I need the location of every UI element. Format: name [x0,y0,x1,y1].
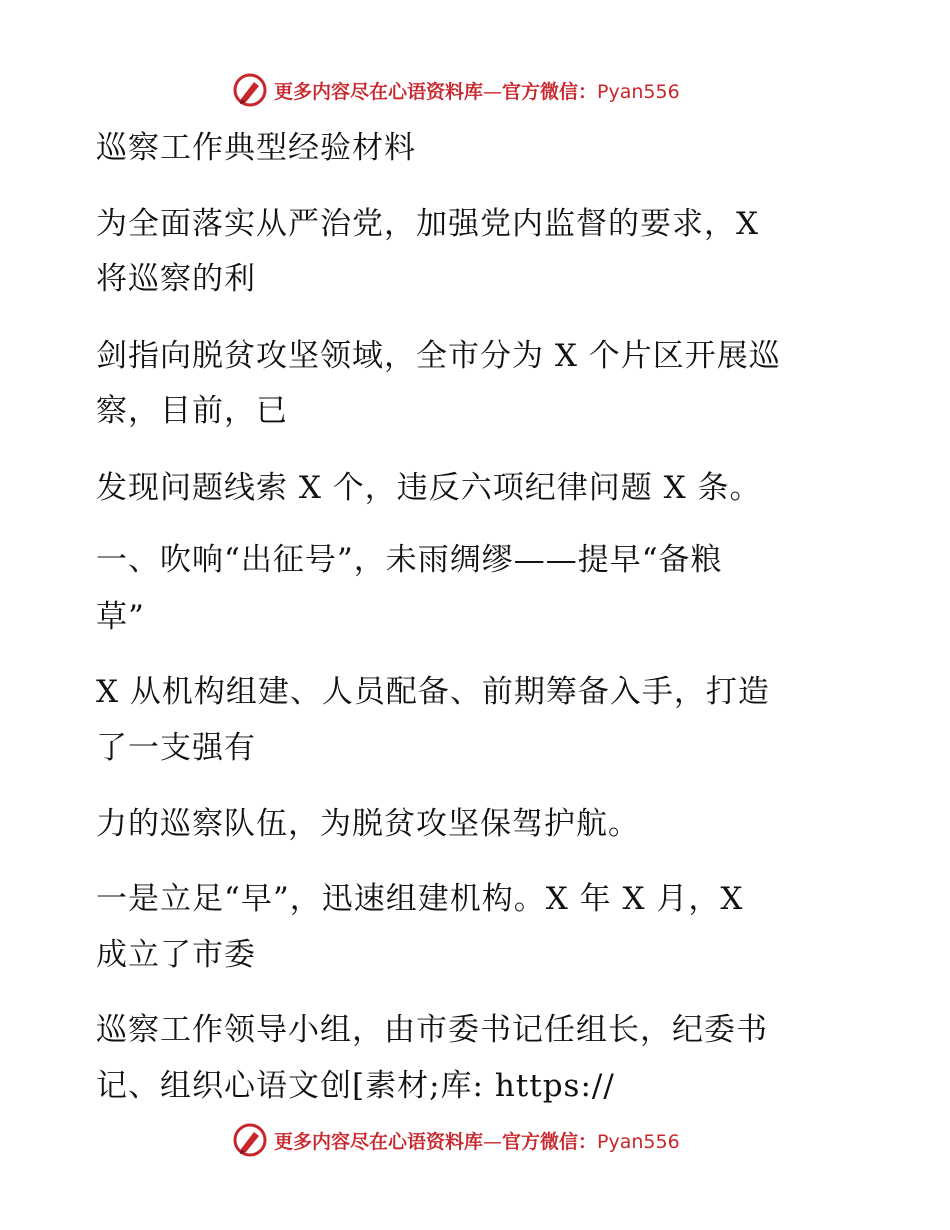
banner-separator: — [483,1130,503,1153]
text-line: 为全面落实从严治党，加强党内监督的要求，X [96,206,760,242]
text-line: 一是立足“早”，迅速组建机构。X 年 X 月，X [96,881,744,917]
text-line: 发现问题线索 X 个，违反六项纪律问题 X 条。 [96,470,762,506]
banner-text [274,1127,680,1154]
text-line: 记、组织心语文创[素材;库: https:// [96,1068,615,1104]
text-line: 将巡察的利 [96,261,256,297]
banner-wechat-label: 官方微信： [502,80,598,103]
text-line: 草” [96,599,145,635]
banner-wechat-id: Pyan556 [597,1130,680,1153]
banner-site-name: 更多内容尽在心语资料库 [274,80,484,103]
banner-text [274,77,680,104]
text-line: 了一支强有 [96,730,256,766]
banner-wechat-id: Pyan556 [597,80,680,103]
text-line: 察，目前，已 [96,393,288,429]
banner-site-name: 更多内容尽在心语资料库 [274,1130,484,1153]
text-line: 成立了市委 [96,937,256,973]
document-title: 巡察工作典型经验材料 [96,130,416,166]
text-line: X 从机构组建、人员配备、前期筹备入手，打造 [96,674,770,710]
banner-wechat-label: 官方微信： [502,1130,598,1153]
section-heading: 一、吹响“出征号”，未雨绸缪——提早“备粮 [96,542,723,578]
footer-banner [232,1120,732,1160]
pen-logo-icon [232,1122,268,1158]
header-banner [232,70,732,110]
text-line: 剑指向脱贫攻坚领域，全市分为 X 个片区开展巡 [96,338,781,374]
pen-logo-icon [232,72,268,108]
banner-separator: — [483,80,503,103]
text-line: 力的巡察队伍，为脱贫攻坚保驾护航。 [96,806,640,842]
text-line: 巡察工作领导小组，由市委书记任组长，纪委书 [96,1012,768,1048]
